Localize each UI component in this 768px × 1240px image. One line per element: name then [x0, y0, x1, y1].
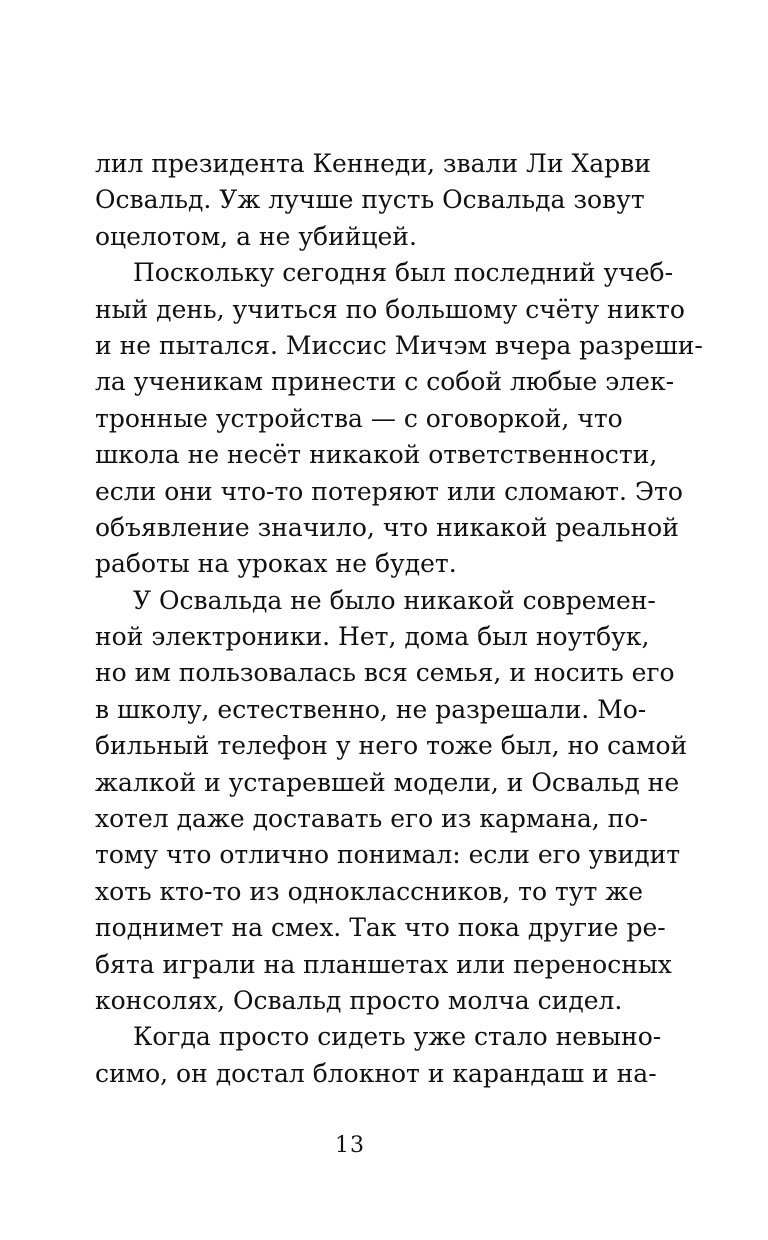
text-line: консолях, Освальд просто молча сидел.: [95, 985, 623, 1015]
text-line: бильный телефон у него тоже был, но самой: [95, 731, 688, 761]
text-line: хотел даже доставать его из кармана, по-: [95, 804, 648, 834]
text-line: ла ученикам принести с собой любые элек-: [95, 367, 675, 397]
text-line: лил президента Кеннеди, звали Ли Харви: [95, 149, 651, 178]
text-line: жалкой и устаревшей модели, и Освальд не: [95, 767, 680, 797]
text-line: поднимет на смех. Так что пока другие ре-: [95, 913, 666, 943]
text-line: симо, он достал блокнот и карандаш и на-: [95, 1058, 657, 1088]
text-line: оцелотом, а не убийцей.: [95, 221, 417, 251]
page-number: 13: [335, 1133, 365, 1158]
text-line: Поскольку сегодня был последний учеб-: [133, 258, 674, 288]
text-line: Когда просто сидеть уже стало невыно-: [133, 1022, 662, 1052]
text-line: тому что отлично понимал: если его увидит: [95, 840, 681, 870]
text-line: но им пользовалась вся семья, и носить его: [95, 658, 675, 688]
text-line: в школу, естественно, не разрешали. Мо-: [95, 694, 647, 724]
text-line: ной электроники. Нет, дома был ноутбук,: [95, 622, 650, 652]
text-line: Освальд. Уж лучше пусть Освальда зовут: [95, 185, 645, 215]
text-line: объявление значило, что никакой реальной: [95, 512, 679, 542]
text-line: школа не несёт никакой ответственности,: [95, 440, 658, 470]
text-line: бята играли на планшетах или переносных: [95, 949, 672, 979]
text-line: работы на уроках не будет.: [95, 549, 457, 579]
text-line: и не пытался. Миссис Мичэм вчера разреши-: [95, 330, 703, 360]
text-line: ный день, учиться по большому счёту никто: [95, 294, 685, 324]
text-line: если они что-то потеряют или сломают. Это: [95, 476, 683, 506]
text-line: тронные устройства — с оговоркой, что: [95, 403, 623, 433]
text-line: У Освальда не было никакой современ-: [133, 585, 656, 615]
text-line: хоть кто-то из одноклассников, то тут же: [95, 876, 644, 906]
body-text: [95, 146, 703, 1092]
